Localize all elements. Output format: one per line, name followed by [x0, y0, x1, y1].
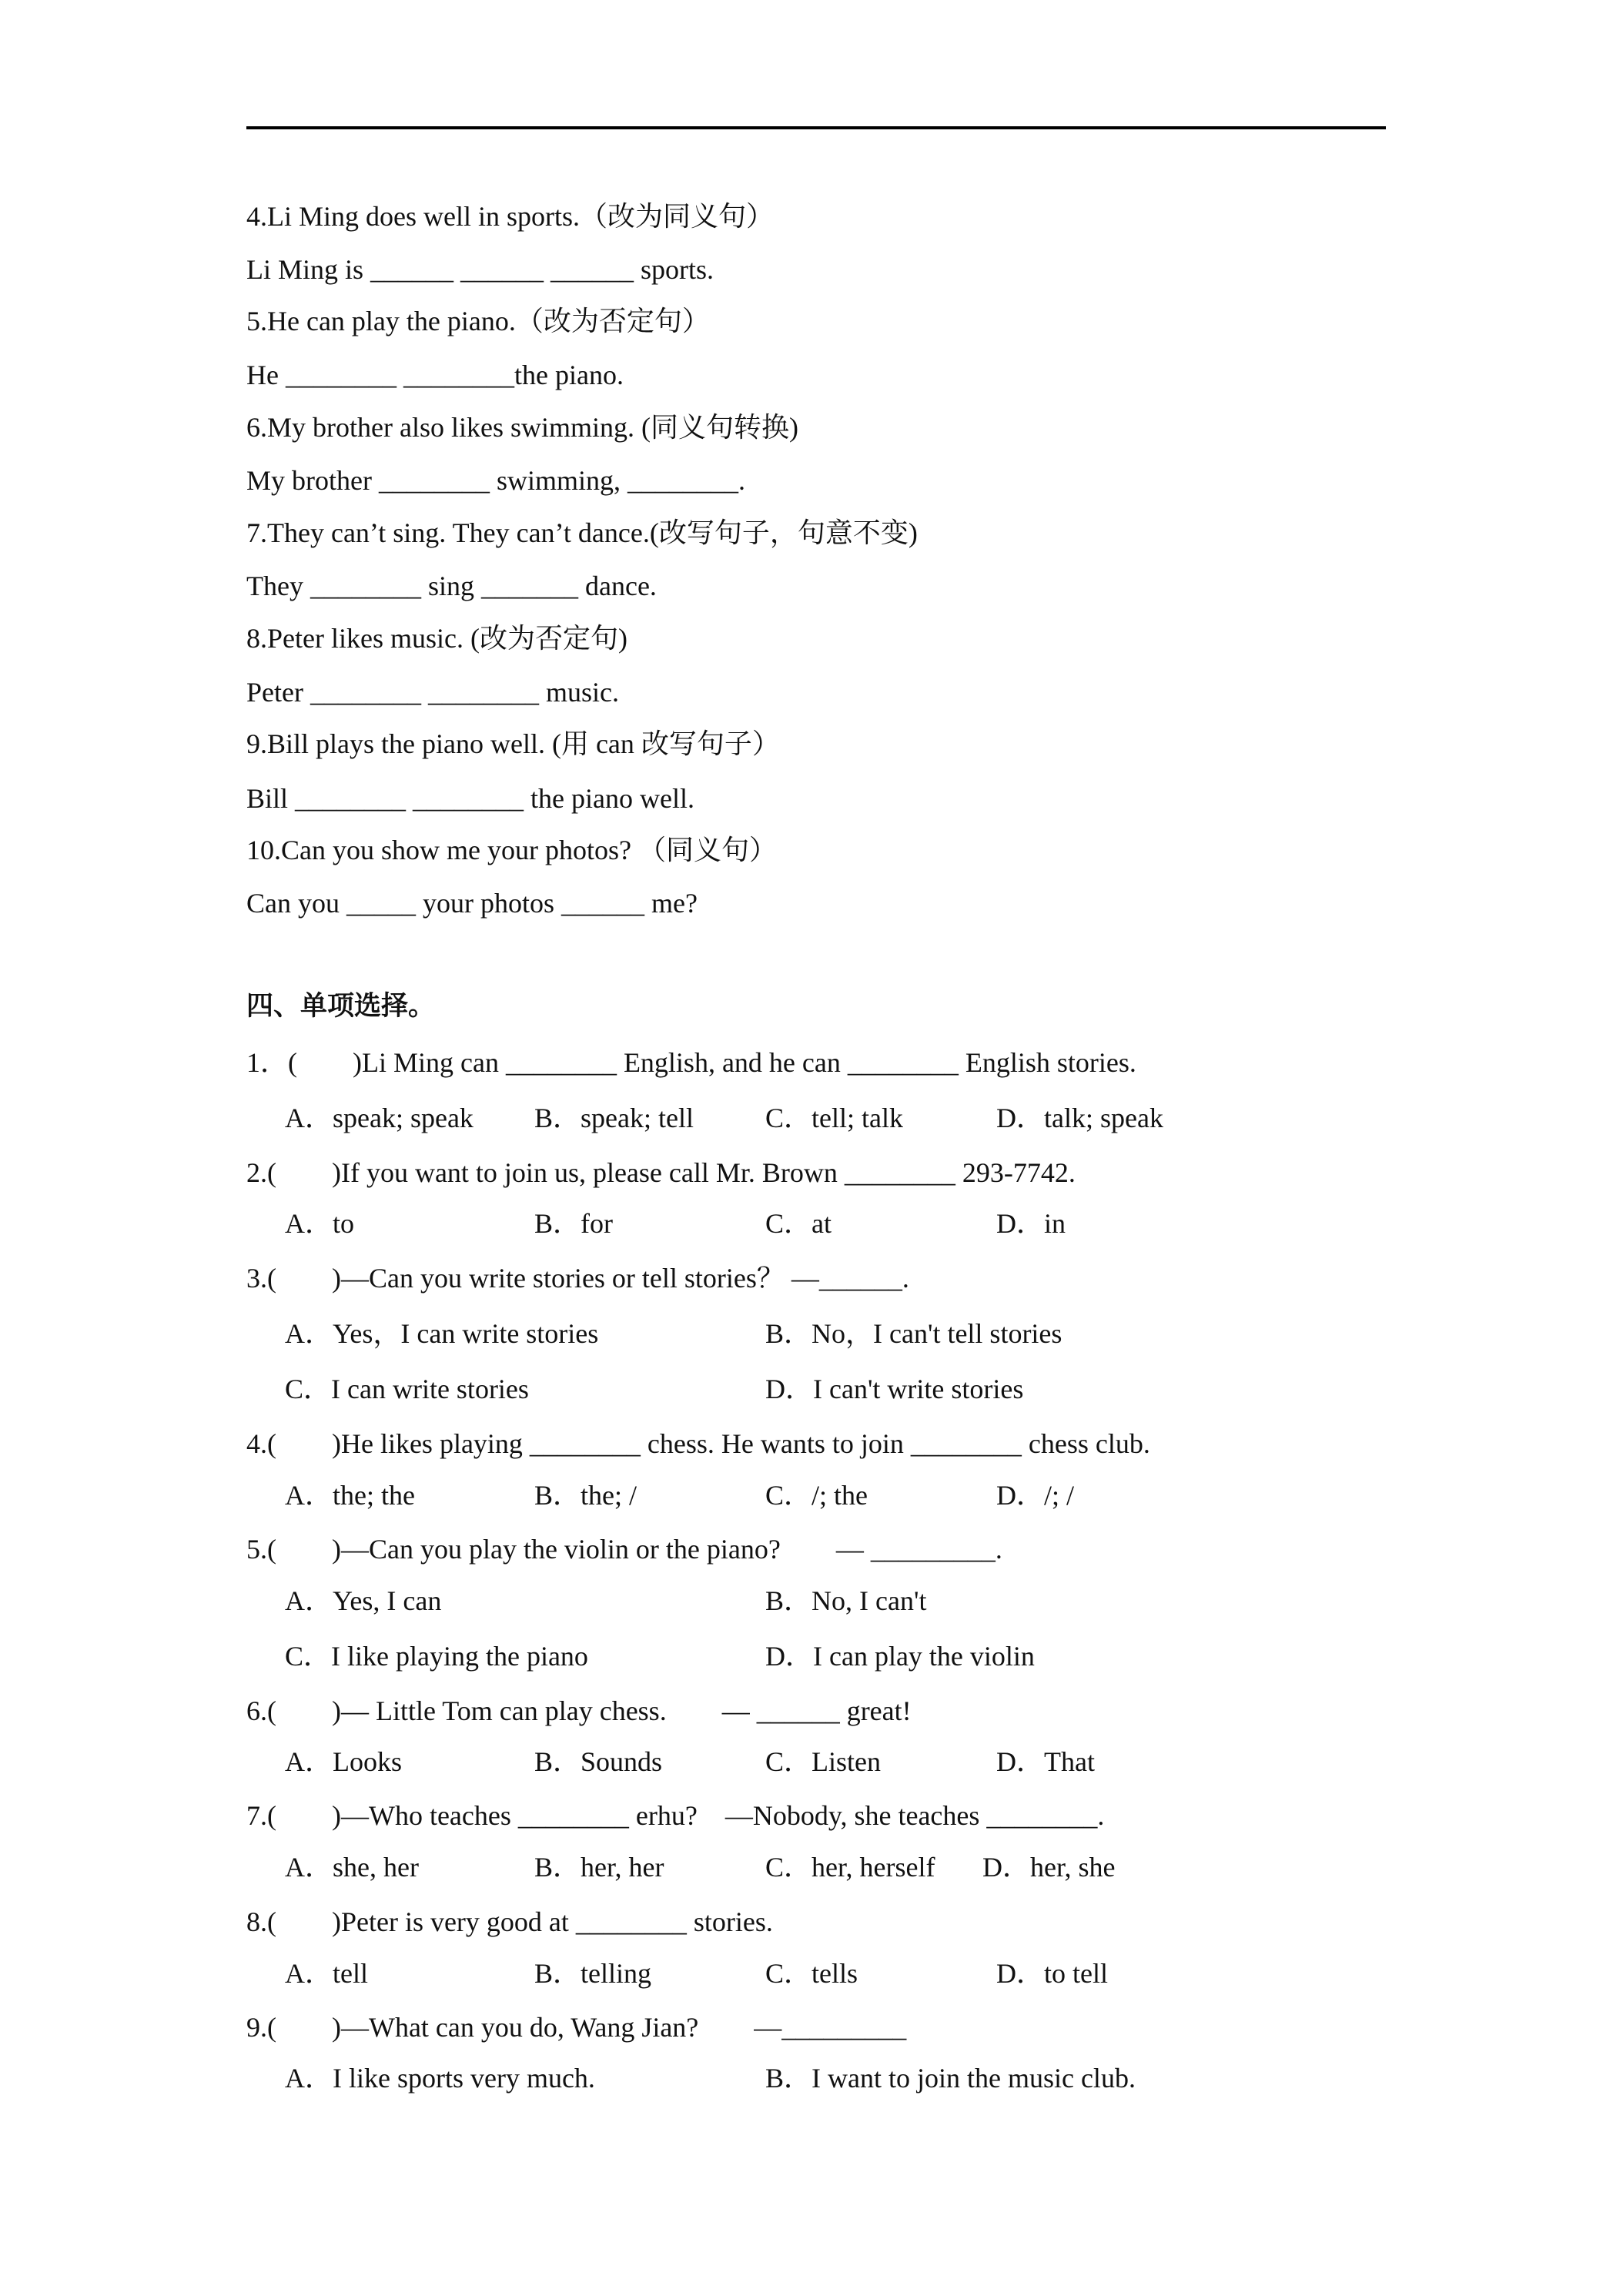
choice-7-option-d: D．her, she: [982, 1852, 1116, 1883]
choice-7-option-b: B．her, her: [534, 1852, 664, 1883]
rewrite-question-7: 7.They can’t sing. They can’t dance.(改写句子，句意不变): [246, 517, 918, 548]
choice-7-option-a: A．she, her: [285, 1852, 419, 1883]
choice-4-option-c: C．/; the: [765, 1480, 868, 1511]
choice-6-option-d: D．That: [996, 1746, 1095, 1777]
rewrite-answer-10: Can you _____ your photos ______ me?: [246, 888, 698, 919]
rewrite-question-8: 8.Peter likes music. (改为否定句): [246, 623, 627, 654]
rewrite-answer-8: Peter ________ ________ music.: [246, 677, 619, 708]
choice-8-option-d: D．to tell: [996, 1958, 1108, 1989]
choice-6-option-c: C．Listen: [765, 1746, 881, 1777]
choice-question-9: 9.( )—What can you do, Wang Jian? —_________: [246, 2012, 907, 2043]
choice-1-option-d: D．talk; speak: [996, 1103, 1163, 1133]
choice-3-option-b: B．No，I can't tell stories: [765, 1318, 1062, 1349]
rewrite-answer-4: Li Ming is ______ ______ ______ sports.: [246, 254, 714, 285]
choice-1-option-a: A．speak; speak: [285, 1103, 474, 1133]
choice-5-option-d: D．I can play the violin: [765, 1641, 1035, 1672]
choice-question-2: 2.( )If you want to join us, please call Mr. Brown ________ 293-7742.: [246, 1157, 1076, 1188]
choice-question-7: 7.( )—Who teaches ________ erhu? —Nobody, she teaches ________.: [246, 1800, 1105, 1831]
rewrite-question-5: 5.He can play the piano.（改为否定句）: [246, 306, 710, 336]
choice-question-5: 5.( )—Can you play the violin or the piano? — _________.: [246, 1534, 1002, 1565]
choice-question-1: 1．( )Li Ming can ________ English, and he can ________ English stories.: [246, 1047, 1136, 1078]
choice-1-option-c: C．tell; talk: [765, 1103, 903, 1133]
rewrite-question-9: 9.Bill plays the piano well. (用 can 改写句子）: [246, 728, 780, 759]
rewrite-question-6: 6.My brother also likes swimming. (同义句转换): [246, 412, 798, 443]
rewrite-question-10: 10.Can you show me your photos? （同义句）: [246, 835, 777, 865]
rewrite-answer-5: He ________ ________the piano.: [246, 360, 624, 390]
choice-6-option-b: B．Sounds: [534, 1746, 663, 1777]
rewrite-question-4: 4.Li Ming does well in sports.（改为同义句）: [246, 201, 774, 232]
choice-question-3: 3.( )—Can you write stories or tell stories？ —______.: [246, 1263, 909, 1294]
rewrite-answer-9: Bill ________ ________ the piano well.: [246, 783, 694, 814]
choice-2-option-b: B．for: [534, 1208, 613, 1239]
choice-3-option-c: C．I can write stories: [285, 1374, 529, 1404]
choice-question-4: 4.( )He likes playing ________ chess. He wants to join ________ chess club.: [246, 1428, 1150, 1459]
choice-9-option-b: B．I want to join the music club.: [765, 2063, 1136, 2094]
choice-question-8: 8.( )Peter is very good at ________ stories.: [246, 1906, 773, 1937]
choice-3-option-d: D．I can't write stories: [765, 1374, 1024, 1404]
choice-8-option-b: B．telling: [534, 1958, 651, 1989]
choice-4-option-d: D．/; /: [996, 1480, 1075, 1511]
choice-7-option-c: C．her, herself: [765, 1852, 935, 1883]
choice-2-option-a: A．to: [285, 1208, 355, 1239]
header-rule: [246, 126, 1386, 129]
choice-8-option-a: A．tell: [285, 1958, 368, 1989]
choice-3-option-a: A．Yes，I can write stories: [285, 1318, 599, 1349]
choice-5-option-a: A．Yes, I can: [285, 1585, 442, 1616]
choice-1-option-b: B．speak; tell: [534, 1103, 694, 1133]
choice-4-option-b: B．the; /: [534, 1480, 637, 1511]
choice-4-option-a: A．the; the: [285, 1480, 415, 1511]
choice-6-option-a: A．Looks: [285, 1746, 402, 1777]
choice-2-option-c: C．at: [765, 1208, 832, 1239]
section-title: 四、单项选择。: [246, 991, 436, 1021]
rewrite-answer-7: They ________ sing _______ dance.: [246, 571, 657, 601]
rewrite-answer-6: My brother ________ swimming, ________.: [246, 465, 745, 496]
choice-9-option-a: A．I like sports very much.: [285, 2063, 595, 2094]
choice-2-option-d: D．in: [996, 1208, 1066, 1239]
choice-8-option-c: C．tells: [765, 1958, 858, 1989]
choice-5-option-b: B．No, I can't: [765, 1585, 927, 1616]
choice-question-6: 6.( )— Little Tom can play chess. — ______ great!: [246, 1695, 912, 1726]
choice-5-option-c: C．I like playing the piano: [285, 1641, 588, 1672]
